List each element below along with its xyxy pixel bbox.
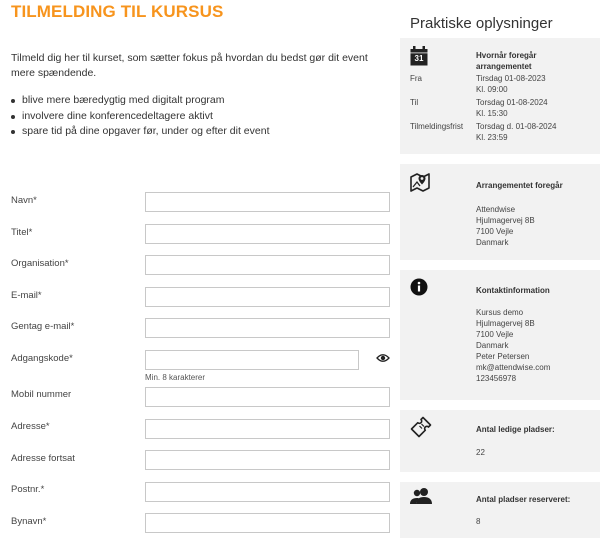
- map-icon: [410, 172, 430, 192]
- location-line: Hjulmagervej 8B: [476, 216, 535, 225]
- users-icon: [410, 487, 430, 507]
- repeat-email-field[interactable]: [145, 318, 390, 338]
- contact-line: Kursus demo: [476, 308, 524, 317]
- deadline-date: Torsdag d. 01-08-2024: [476, 122, 557, 131]
- password-label: Adgangskode*: [11, 353, 73, 364]
- location-line: Attendwise: [476, 205, 516, 214]
- free-seats-heading: Antal ledige pladser:: [476, 425, 555, 434]
- contact-line: mk@attendwise.com: [476, 363, 551, 372]
- contact-line: Hjulmagervej 8B: [476, 319, 535, 328]
- email-field[interactable]: [145, 287, 390, 307]
- event-time-box: [400, 38, 600, 154]
- event-time-heading: Hvornår foregår arrangementet: [476, 51, 537, 71]
- deadline-time: Kl. 23:59: [476, 133, 508, 142]
- to-label: Til: [410, 98, 419, 107]
- address2-label: Adresse fortsat: [11, 453, 75, 464]
- info-icon: [410, 278, 430, 298]
- contact-line: Danmark: [476, 341, 509, 350]
- mobile-field[interactable]: [145, 387, 390, 407]
- contact-heading: Kontaktinformation: [476, 286, 550, 295]
- location-line: Danmark: [476, 238, 509, 247]
- to-time: Kl. 15:30: [476, 109, 508, 118]
- contact-line: 7100 Vejle: [476, 330, 514, 339]
- to-date: Torsdag 01-08-2024: [476, 98, 548, 107]
- event-location-box: [400, 164, 600, 260]
- contact-box: [400, 270, 600, 400]
- from-date: Tirsdag 01-08-2023: [476, 74, 546, 83]
- address-field[interactable]: [145, 419, 390, 439]
- ticket-icon: [410, 416, 430, 436]
- from-label: Fra: [410, 74, 422, 83]
- reserved-seats-value: 8: [476, 517, 481, 526]
- deadline-label: Tilmeldingsfrist: [410, 122, 464, 131]
- location-line: 7100 Vejle: [476, 227, 514, 236]
- repeat-email-label: Gentag e-mail*: [11, 321, 75, 332]
- city-label: Bynavn*: [11, 516, 47, 527]
- free-seats-value: 22: [476, 448, 485, 457]
- free-seats-box: [400, 410, 600, 472]
- address-label: Adresse*: [11, 421, 50, 432]
- location-address: [476, 204, 535, 248]
- name-label: Navn*: [11, 195, 37, 206]
- list-item: blive mere bæredygtig med digitalt program: [11, 93, 270, 109]
- list-item: spare tid på dine opgaver før, under og efter dit event: [11, 124, 270, 140]
- sidebar-heading: Praktiske oplysninger: [410, 15, 553, 32]
- zip-field[interactable]: [145, 482, 390, 502]
- show-password-icon[interactable]: [376, 351, 390, 363]
- contact-details: [476, 307, 550, 384]
- calendar-icon-day: 31: [414, 54, 424, 63]
- title-field[interactable]: [145, 224, 390, 244]
- name-field[interactable]: [145, 192, 390, 212]
- from-time: Kl. 09:00: [476, 85, 508, 94]
- contact-line: 123456978: [476, 374, 517, 383]
- city-field[interactable]: [145, 513, 390, 533]
- email-label: E-mail*: [11, 290, 42, 301]
- location-heading: Arrangementet foregår: [476, 181, 563, 190]
- calendar-icon: [410, 46, 430, 66]
- contact-line: Peter Petersen: [476, 352, 530, 361]
- benefits-list: [11, 93, 270, 140]
- zip-label: Postnr.*: [11, 484, 45, 495]
- intro-text: Tilmeld dig her til kurset, som sætter fokus på hvordan du bedst gør dit event mere spændende.: [11, 52, 368, 79]
- password-hint: Min. 8 karakterer: [145, 373, 206, 382]
- list-item: involvere dine konferencedeltagere aktivt: [11, 109, 270, 125]
- title-label: Titel*: [11, 227, 33, 238]
- organisation-label: Organisation*: [11, 258, 69, 269]
- page-title: TILMELDING TIL KURSUS: [11, 2, 224, 21]
- address2-field[interactable]: [145, 450, 390, 470]
- mobile-label: Mobil nummer: [11, 389, 72, 400]
- password-field[interactable]: [145, 350, 359, 370]
- organisation-field[interactable]: [145, 255, 390, 275]
- reserved-seats-heading: Antal pladser reserveret:: [476, 495, 571, 504]
- reserved-seats-box: [400, 482, 600, 538]
